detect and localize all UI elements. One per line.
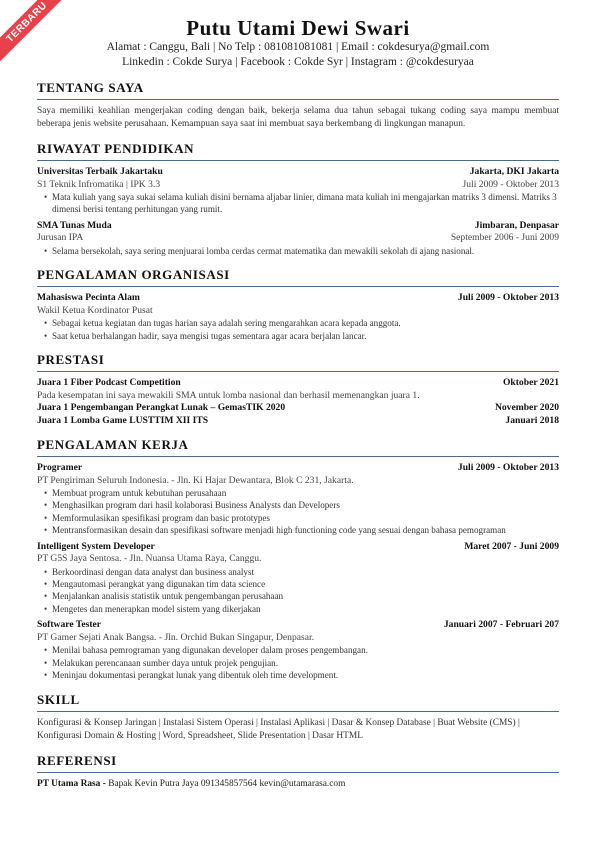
about-text: Saya memiliki keahlian mengerjakan coding dengan baik, bekerja selama dua tahun sebagai tukang coding saya mampu membuat beberapa jenis website perusahaan. Kemampuan saya saat ini membuat saya berkembang di lingkungan manapun. — [37, 106, 559, 129]
school-period: September 2006 - Juni 2009 — [450, 232, 559, 244]
bullet-list — [37, 191, 559, 216]
section-divider — [37, 160, 559, 161]
bullet-text: Menghasilkan program dari hasil kolaborasi Business Analysts dan Developers — [52, 500, 340, 511]
school-name: Universitas Terbaik Jakartaku — [37, 166, 163, 177]
school-location: Jakarta, DKI Jakarta — [469, 166, 559, 177]
organization-entry — [37, 292, 559, 342]
section-title: PENGALAMAN ORGANISASI — [37, 267, 230, 283]
education-entry — [37, 220, 559, 257]
skill-section — [37, 692, 559, 743]
bullet-list — [37, 245, 559, 257]
bullet-dot-icon: • — [44, 591, 48, 602]
bullet-item — [45, 191, 559, 216]
bullet-item — [45, 317, 559, 329]
entry-row — [37, 462, 559, 475]
entry-row — [37, 232, 559, 245]
bullet-dot-icon: • — [44, 500, 48, 511]
about-section — [37, 80, 559, 131]
school-name: SMA Tunas Muda — [37, 219, 112, 231]
bullet-item — [45, 644, 559, 656]
achievement-desc: Pada kesempatan ini saya mewakili SMA untuk lomba nasional dan berhasil memenangkan juara 1. — [37, 389, 420, 401]
work-section — [37, 437, 559, 681]
job-company: PT Pengiriman Seluruh Indonesia. - Jln. Ki Hajar Dewantara, Blok C 231, Jakarta. — [37, 474, 354, 486]
bullet-text: Sebagai ketua kegiatan dan tugas harian saya adalah sering mengarahkan acara kepada anggota. — [52, 318, 401, 329]
organization-name: Mahasiswa Pecinta Alam — [37, 292, 140, 304]
achievement-entry — [37, 415, 559, 428]
bullet-item — [45, 245, 559, 257]
entry-row — [37, 377, 559, 390]
reference-section — [37, 753, 559, 791]
reference-line — [37, 778, 559, 791]
achievement-entry — [37, 402, 559, 415]
section-title: PENGALAMAN KERJA — [37, 437, 189, 453]
section-divider — [37, 99, 559, 100]
education-entry — [37, 166, 559, 216]
bullet-dot-icon: • — [44, 579, 48, 590]
achievement-date: November 2020 — [494, 402, 559, 414]
bullet-list — [37, 317, 559, 342]
job-company-row — [37, 553, 559, 566]
entry-row — [37, 179, 559, 192]
work-entry — [37, 462, 559, 537]
bullet-text: Mata kuliah yang saya sukai selama kuliah disini bernama aljabar linier, dimana mata kuliah ini mengajarkan matriks 3 dimensi. Matriks 3 dimensi berisi tentang perhitungan yang rumit. — [52, 192, 557, 215]
bullet-text: Memformulasikan spesifikasi program dan basic prototypes — [52, 512, 270, 523]
bullet-dot-icon: • — [44, 318, 48, 329]
job-company: PT Gamer Sejati Anak Bangsa. - Jln. Orchid Bukan Singapur, Denpasar. — [37, 631, 315, 643]
job-company-row — [37, 632, 559, 645]
section-title: SKILL — [37, 691, 80, 707]
bullet-dot-icon: • — [44, 670, 48, 681]
school-major: Jurusan IPA — [37, 232, 84, 244]
bullet-item — [45, 657, 559, 669]
section-divider — [37, 772, 559, 773]
section-divider — [37, 711, 559, 712]
bullet-item — [45, 512, 559, 524]
section-title: REFERENSI — [37, 752, 117, 768]
bullet-list — [37, 487, 559, 537]
bullet-text: Mengautomasi perangkat yang digunakan tim data science — [52, 579, 266, 590]
bullet-item — [45, 578, 559, 590]
bullet-text: Saat ketua berhalangan hadir, saya mengisi tugas sementara agar acara berjalan lancar. — [52, 330, 367, 341]
entry-row — [37, 619, 559, 632]
bullet-item — [45, 590, 559, 602]
bullet-list — [37, 644, 559, 681]
section-title: PRESTASI — [37, 352, 105, 368]
achievement-name: Juara 1 Lomba Game LUSTTIM XII ITS — [37, 414, 209, 426]
contact-line-1: Alamat : Canggu, Bali | No Telp : 081081081081 | Email : cokdesurya@gmail.com — [106, 41, 490, 53]
school-major: S1 Teknik Infromatika | IPK 3.3 — [37, 178, 161, 190]
skill-text: Konfigurasi & Konsep Jaringan | Instalasi Sistem Operasi | Instalasi Aplikasi | Dasar & Konsep Database | Buat Website (CMS) | Konfigurasi Domain & Hosting | Word, Spreadsheet, Slide Presentation | Dasar HTML — [37, 717, 520, 741]
bullet-item — [45, 603, 559, 615]
job-period: Juli 2009 - Oktober 2013 — [457, 462, 559, 474]
achievement-entry — [37, 377, 559, 402]
bullet-text: Berkoordinasi dengan data analyst dan business analyst — [52, 566, 255, 577]
entry-row — [37, 415, 559, 428]
bullet-dot-icon: • — [44, 488, 48, 499]
job-period: Januari 2007 - Februari 207 — [443, 619, 559, 631]
job-title: Intelligent System Developer — [37, 540, 155, 552]
bullet-item — [45, 669, 559, 681]
achievements-section — [37, 352, 559, 427]
bullet-dot-icon: • — [44, 525, 48, 536]
bullet-text: Menjalankan analisis statistik untuk pengembangan perusahaan — [52, 591, 284, 602]
bullet-text: Menilai bahasa pemrograman yang digunakan developer dalam proses pengembangan. — [52, 645, 368, 656]
section-title: TENTANG SAYA — [37, 80, 144, 95]
work-entry — [37, 541, 559, 616]
school-period: Juli 2009 - Oktober 2013 — [462, 178, 559, 190]
bullet-text: Membuat program untuk kebutuhan perusahaan — [52, 488, 227, 499]
bullet-dot-icon: • — [44, 603, 48, 614]
bullet-dot-icon: • — [44, 330, 48, 341]
entry-row — [37, 541, 559, 554]
job-title: Programer — [37, 462, 83, 474]
job-title: Software Tester — [37, 619, 102, 631]
job-company: PT G5S Jaya Sentosa. - Jln. Nuansa Utama Raya, Canggu. — [37, 553, 262, 565]
bullet-dot-icon: • — [44, 645, 48, 656]
achievement-name: Juara 1 Pengembangan Perangkat Lunak – GemasTIK 2020 — [37, 402, 286, 414]
section-divider — [37, 371, 559, 372]
bullet-list — [37, 566, 559, 616]
bullet-item — [45, 499, 559, 511]
bullet-item — [45, 566, 559, 578]
job-company-row — [37, 475, 559, 488]
bullet-item — [45, 524, 559, 536]
job-period: Maret 2007 - Juni 2009 — [464, 540, 559, 552]
bullet-item — [45, 487, 559, 499]
bullet-text: Melakukan perencanaan sumber daya untuk projek pengujian. — [52, 657, 278, 668]
candidate-name: Putu Utami Dewi Swari — [186, 16, 410, 40]
entry-row — [37, 292, 559, 305]
resume-page — [37, 16, 559, 791]
bullet-dot-icon: • — [44, 192, 48, 202]
achievement-date: Januari 2018 — [505, 414, 559, 426]
achievement-desc-row — [37, 390, 559, 403]
bullet-dot-icon: • — [44, 566, 48, 577]
organization-role: Wakil Ketua Kordinator Pusat — [37, 304, 153, 316]
school-location: Jimbaran, Denpasar — [474, 219, 559, 231]
organization-period: Juli 2009 - Oktober 2013 — [457, 292, 559, 304]
organization-role-row — [37, 305, 559, 318]
section-divider — [37, 286, 559, 287]
bullet-text: Selama bersekolah, saya sering menjuarai lomba cerdas cermat matematika dan mewakili sekolah di ajang nasional. — [52, 245, 475, 256]
reference-detail: Bapak Kevin Putra Jaya 091345857564 kevin@utamarasa.com — [105, 778, 346, 789]
new-badge-ribbon: TERBARU — [0, 0, 72, 67]
entry-row — [37, 166, 559, 179]
achievement-name: Juara 1 Fiber Podcast Competition — [37, 377, 181, 389]
bullet-dot-icon: • — [44, 657, 48, 668]
bullet-text: Mengetes dan menerapkan model sistem yang dikerjakan — [52, 603, 261, 614]
section-divider — [37, 456, 559, 457]
entry-row — [37, 220, 559, 233]
bullet-text: Meninjau dokumentasi perangkat lunak yang dibentuk oleh time development. — [52, 670, 339, 681]
achievement-date: Oktober 2021 — [502, 377, 559, 389]
reference-company: PT Utama Rasa - — [37, 778, 106, 789]
bullet-text: Mentransformasikan desain dan spesifikasi software menjadi high functioning code yang sesuai dengan bahasa pemograman — [52, 525, 506, 536]
work-entry — [37, 619, 559, 681]
bullet-item — [45, 330, 559, 342]
bullet-dot-icon: • — [44, 512, 48, 523]
organization-section — [37, 267, 559, 342]
contact-line-2: Linkedin : Cokde Surya | Facebook : Cokde Syr | Instagram : @cokdesuryaa — [122, 56, 474, 68]
education-section — [37, 141, 559, 257]
entry-row — [37, 402, 559, 415]
section-title: RIWAYAT PENDIDIKAN — [37, 141, 195, 156]
bullet-dot-icon: • — [44, 245, 48, 256]
